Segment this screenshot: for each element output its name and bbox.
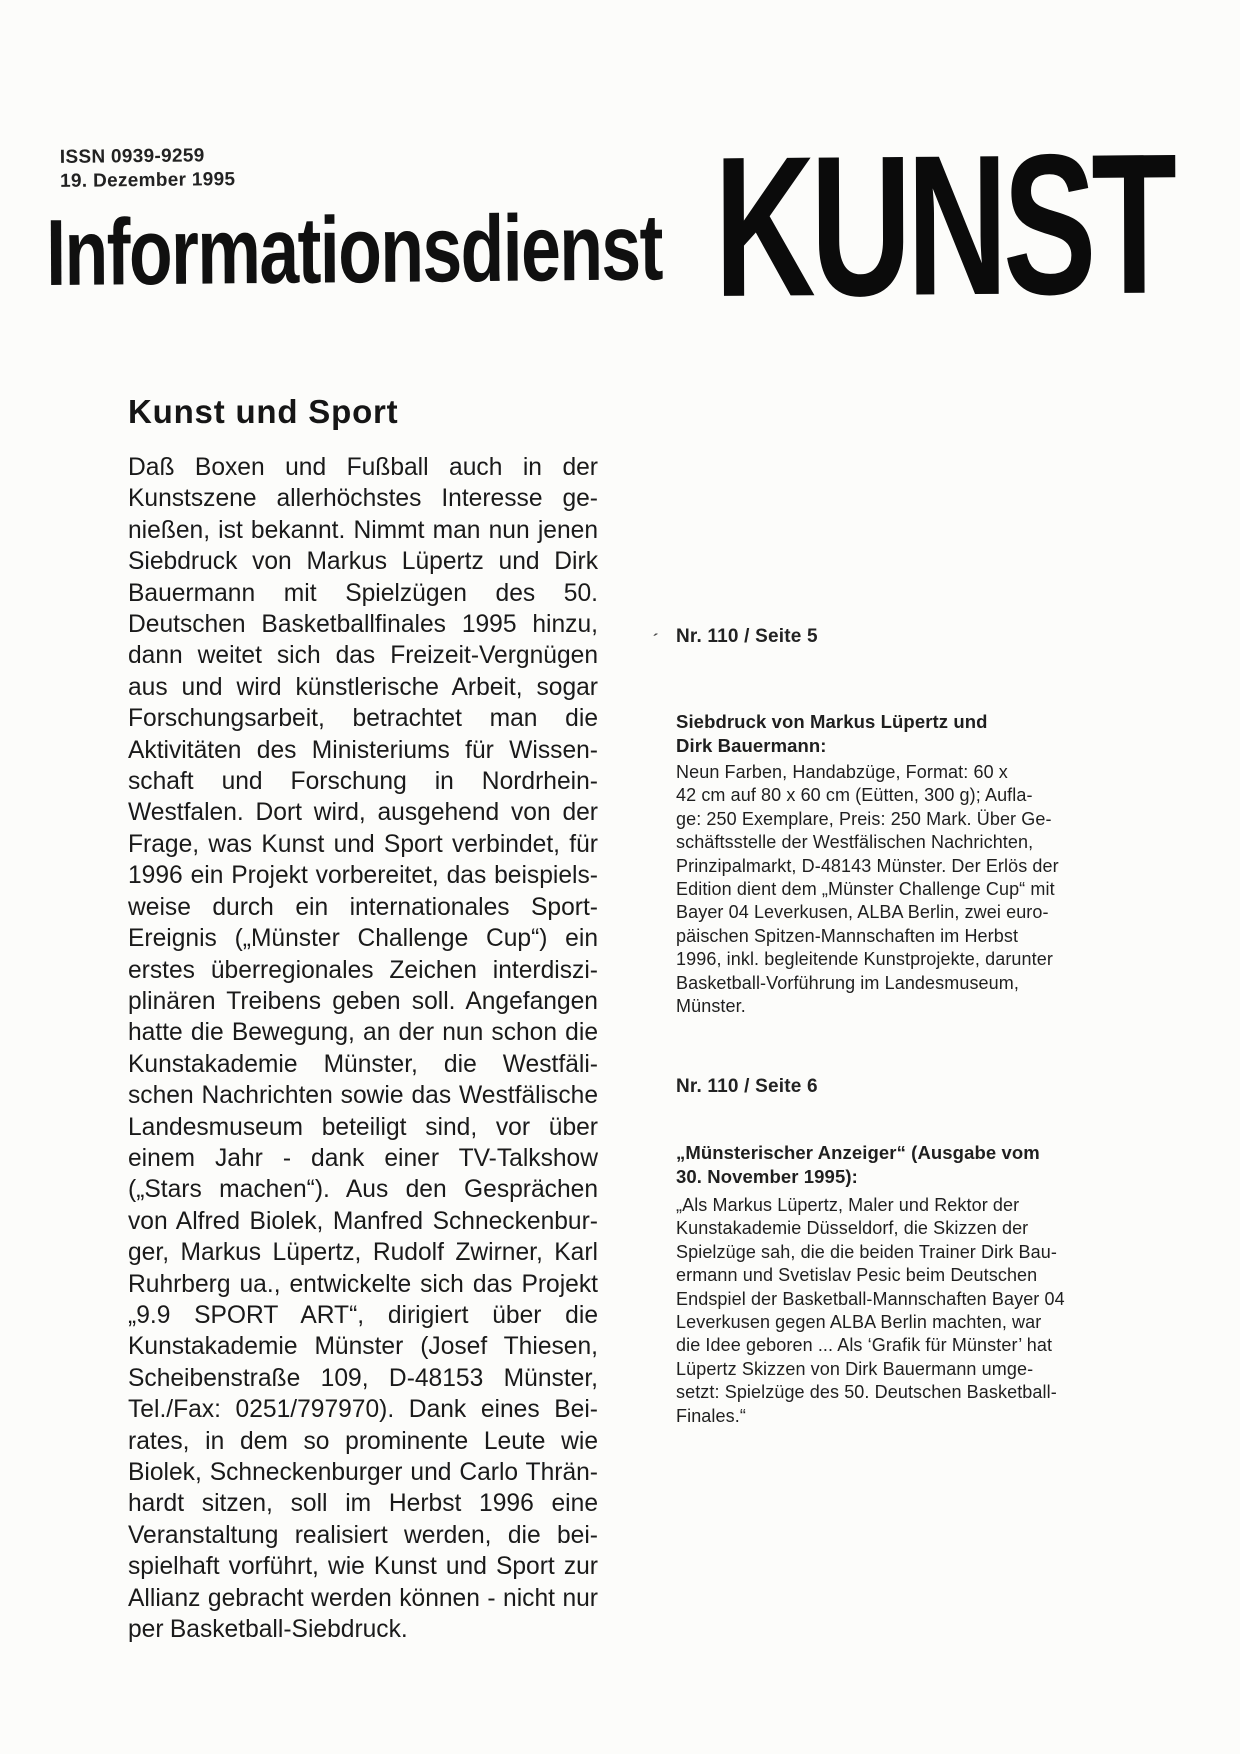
text-line: weise durch ein internationales Sport-	[128, 893, 598, 921]
text-line: 1996 ein Projekt vorbereitet, das beispiels-	[128, 862, 598, 890]
text-line: einem Jahr - dank einer TV-Talkshow	[128, 1144, 598, 1172]
issue-info	[60, 144, 236, 194]
text-line: hardt sitzen, soll im Herbst 1996 eine	[128, 1490, 598, 1518]
text-line: ermann und Svetislav Pesic beim Deutschen	[676, 1265, 1038, 1286]
text-line: Westfalen. Dort wird, ausgehend von der	[128, 799, 598, 827]
text-line: dann weitet sich das Freizeit-Vergnügen	[128, 642, 598, 670]
text-line: Forschungsarbeit, betrachtet man die	[128, 705, 598, 733]
text-line: Leverkusen gegen ALBA Berlin machten, war	[676, 1312, 1042, 1333]
note2-body	[676, 1194, 1088, 1428]
text-line: 42 cm auf 80 x 60 cm (Eütten, 300 g); Aufla-	[676, 785, 1033, 806]
text-line: Ruhrberg ua., entwickelte sich das Projekt	[128, 1270, 598, 1298]
note1-heading	[676, 710, 1088, 758]
text-line: Dirk Bauermann:	[676, 735, 827, 756]
text-line: Spielzüge sah, die die beiden Trainer Dirk Bau-	[676, 1241, 1057, 1262]
text-line: Frage, was Kunst und Sport verbindet, für	[128, 830, 598, 858]
text-line: („Stars machen“). Aus den Gesprächen	[128, 1176, 598, 1204]
masthead-title: Informationsdienst	[45, 194, 663, 305]
text-line: ger, Markus Lüpertz, Rudolf Zwirner, Karl	[128, 1239, 598, 1267]
text-line: Kunstakademie Münster, die Westfäli-	[128, 1050, 598, 1078]
text-line: Biolek, Schneckenburger und Carlo Thrän-	[128, 1459, 598, 1486]
text-line: erstes überregionales Zeichen interdiszi-	[128, 956, 598, 984]
text-line: ge: 250 Exemplare, Preis: 250 Mark. Über Ge-	[676, 808, 1052, 829]
text-line: plinären Treibens geben soll. Angefangen	[128, 987, 598, 1015]
text-line: schaft und Forschung in Nordrhein-	[128, 768, 598, 796]
text-line: Münster.	[676, 996, 746, 1017]
text-line: Endspiel der Basketball-Mannschaften Bayer 04	[676, 1288, 1065, 1309]
text-line: Scheibenstraße 109, D-48153 Münster,	[128, 1364, 598, 1392]
masthead-logo-kunst: KUNST	[713, 112, 1173, 339]
text-line: Deutschen Basketballfinales 1995 hinzu,	[128, 611, 598, 639]
text-line: schen Nachrichten sowie das Westfälische	[128, 1082, 598, 1110]
text-line: Kunstakademie Düsseldorf, die Skizzen der	[676, 1218, 1029, 1239]
text-line: Siebdruck von Markus Lüpertz und	[676, 711, 988, 732]
text-line: nießen, ist bekannt. Nimmt man nun jenen	[128, 516, 598, 544]
text-line: rates, in dem so prominente Leute wie	[128, 1427, 598, 1455]
text-line: Finales.“	[676, 1405, 746, 1426]
text-line: Allianz gebracht werden können - nicht nur	[128, 1584, 598, 1612]
text-line: Kunstakademie Münster (Josef Thiesen,	[128, 1333, 598, 1361]
text-line: Prinzipalmarkt, D-48143 Münster. Der Erlös der	[676, 855, 1059, 876]
text-line: Edition dient dem „Münster Challenge Cup“ mit	[676, 879, 1055, 900]
text-line: aus und wird künstlerische Arbeit, sogar	[128, 673, 598, 701]
text-line: Bauermann mit Spielzügen des 50.	[128, 579, 598, 607]
text-line: „Als Markus Lüpertz, Maler und Rektor der	[676, 1195, 1020, 1215]
text-line: setzt: Spielzüge des 50. Deutschen Basketball-	[676, 1382, 1057, 1403]
page-reference-5	[650, 626, 818, 650]
text-line: von Alfred Biolek, Manfred Schneckenbur-	[128, 1207, 598, 1235]
page-reference-6	[676, 1076, 818, 1098]
article-title: Kunst und Sport	[128, 393, 399, 430]
text-line: 1996, inkl. begleitende Kunstprojekte, darunter	[676, 949, 1053, 970]
text-line: Daß Boxen und Fußball auch in der	[128, 454, 598, 481]
text-line: per Basketball-Siebdruck.	[128, 1616, 408, 1644]
text-line: Kunstszene allerhöchstes Interesse ge-	[128, 485, 598, 513]
text-line: päischen Spitzen-Mannschaften im Herbst	[676, 925, 1019, 946]
page-reference-label: Nr. 110 / Seite 6	[676, 1076, 818, 1097]
text-line: Tel./Fax: 0251/797970). Dank eines Bei-	[128, 1396, 598, 1424]
note2-heading	[676, 1141, 1088, 1189]
text-line: Basketball-Vorführung im Landesmuseum,	[676, 972, 1019, 993]
text-line: Lüpertz Skizzen von Dirk Bauermann umge-	[676, 1358, 1034, 1379]
text-line: Landesmuseum beteiligt sind, vor über	[128, 1113, 598, 1141]
page-reference-label: Nr. 110 / Seite 5	[676, 626, 818, 647]
text-line: Siebdruck von Markus Lüpertz und Dirk	[128, 548, 598, 576]
text-line: Aktivitäten des Ministeriums für Wissen-	[128, 736, 598, 764]
text-line: Ereignis („Münster Challenge Cup“) ein	[128, 925, 598, 953]
text-line: Bayer 04 Leverkusen, ALBA Berlin, zwei euro-	[676, 902, 1049, 923]
article-body	[128, 452, 598, 1645]
text-line: 30. November 1995):	[676, 1166, 858, 1187]
text-line: schäftsstelle der Westfälischen Nachrichten,	[676, 832, 1034, 853]
text-line: spielhaft vorführt, wie Kunst und Sport zur	[128, 1553, 598, 1581]
text-line: hatte die Bewegung, an der nun schon die	[128, 1019, 598, 1047]
text-line: „Münsterischer Anzeiger“ (Ausgabe vom	[676, 1142, 1040, 1163]
stray-scan-mark: ´	[650, 631, 659, 650]
text-line: Veranstaltung realisiert werden, die bei-	[128, 1521, 598, 1549]
text-line: Neun Farben, Handabzüge, Format: 60 x	[676, 762, 1008, 782]
text-line: die Idee geboren ... Als ‘Grafik für Münster’ hat	[676, 1335, 1053, 1356]
issn-number: ISSN 0939-9259	[59, 145, 205, 168]
text-line: „9.9 SPORT ART“, dirigiert über die	[128, 1301, 598, 1329]
note1-body	[676, 761, 1088, 1018]
issue-date: 19. Dezember 1995	[60, 169, 236, 192]
